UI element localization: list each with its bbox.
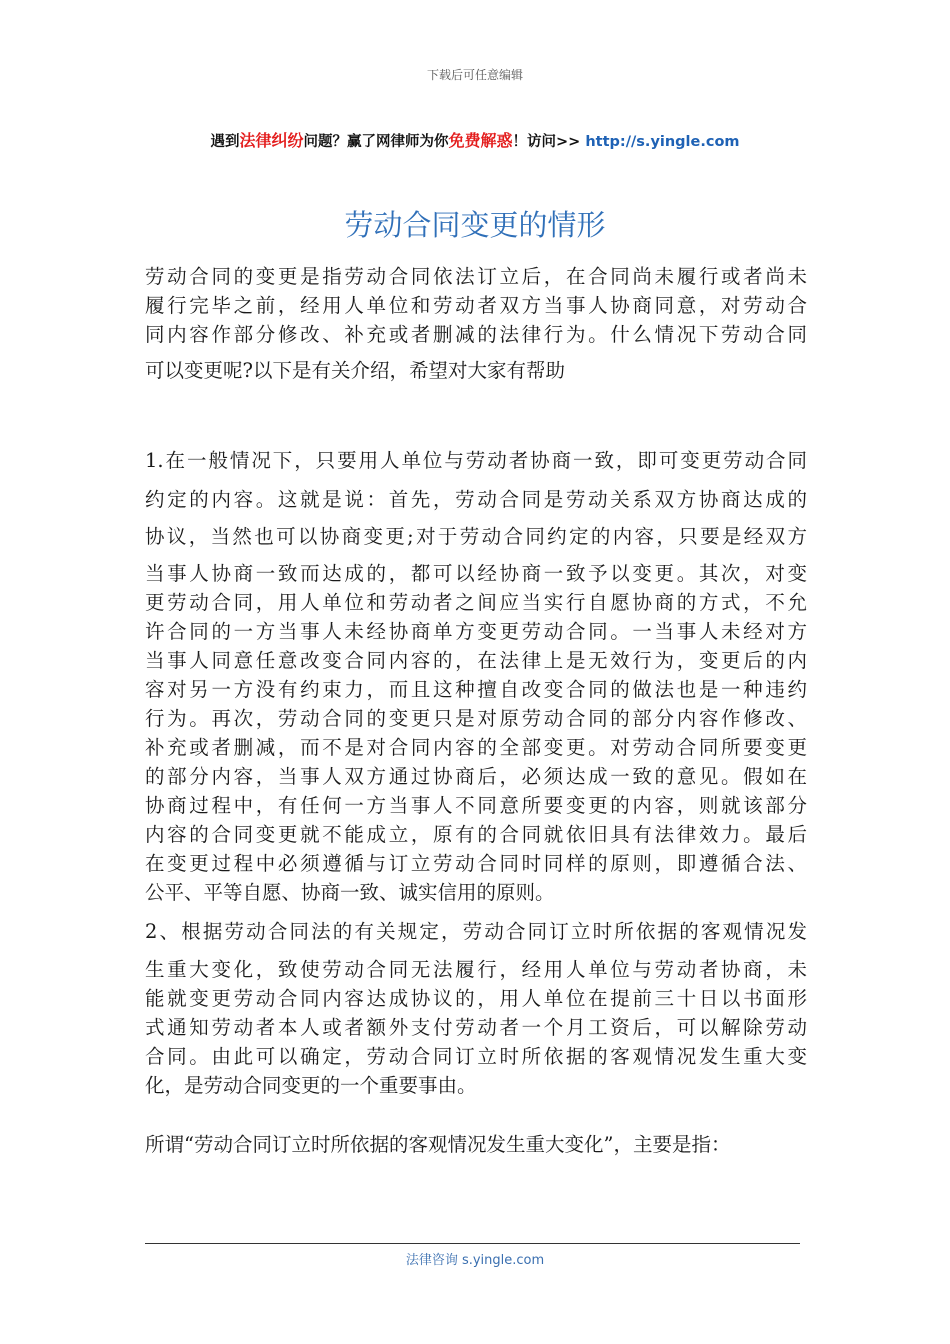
promo-text-2: 问题？赢了网律师为你: [303, 134, 449, 150]
text-line: 2、根据劳动合同法的有关规定，劳动合同订立时所依据的客观情况发: [145, 920, 807, 943]
text-line: 式通知劳动者本人或者额外支付劳动者一个月工资后，可以解除劳动: [145, 1016, 807, 1039]
text-line: 当事人协商一致而达成的，都可以经协商一致予以变更。其次，对变: [145, 562, 807, 585]
text-line: 更劳动合同，用人单位和劳动者之间应当实行自愿协商的方式，不允: [145, 591, 807, 614]
promo-banner: [0, 128, 950, 151]
header-note: 下载后可任意编辑: [426, 68, 523, 82]
text-line: 的部分内容，当事人双方通过协商后，必须达成一致的意见。假如在: [145, 765, 807, 788]
paragraph-point-1: [145, 446, 807, 907]
paragraph-point-2: [145, 917, 807, 1100]
text-line: 能就变更劳动合同内容达成协议的，用人单位在提前三十日以书面形: [145, 987, 807, 1010]
text-line: 行为。再次，劳动合同的变更只是对原劳动合同的部分内容作修改、: [145, 707, 807, 730]
text-line: 可以变更呢?以下是有关介绍，希望对大家有帮助: [145, 359, 565, 382]
text-line: 1.在一般情况下，只要用人单位与劳动者协商一致，即可变更劳动合同: [145, 449, 807, 472]
text-line: 补充或者删减，而不是对合同内容的全部变更。对劳动合同所要变更: [145, 736, 807, 759]
text-line: 协商过程中，有任何一方当事人不同意所要变更的内容，则就该部分: [145, 794, 807, 817]
footer-divider: [145, 1243, 800, 1244]
text-line: 在变更过程中必须遵循与订立劳动合同时同样的原则，即遵循合法、: [145, 852, 807, 875]
text-line: 履行完毕之前，经用人单位和劳动者双方当事人协商同意，对劳动合: [145, 294, 807, 317]
text-line: 所谓“劳动合同订立时所依据的客观情况发生重大变化”，主要是指：: [145, 1133, 731, 1156]
footer-link[interactable]: 法律咨询 s.yingle.com: [405, 1253, 545, 1268]
text-line: 劳动合同的变更是指劳动合同依法订立后，在合同尚未履行或者尚未: [145, 265, 807, 288]
text-line: 生重大变化，致使劳动合同无法履行，经用人单位与劳动者协商，未: [145, 958, 807, 981]
text-line: 同内容作部分修改、补充或者删减的法律行为。什么情况下劳动合同: [145, 323, 807, 346]
text-line: 许合同的一方当事人未经协商单方变更劳动合同。一当事人未经对方: [145, 620, 807, 643]
page-title: 劳动合同变更的情形: [344, 208, 606, 242]
text-line: 容对另一方没有约束力，而且这种擅自改变合同的做法也是一种违约: [145, 678, 807, 701]
paragraph-point-3: [145, 1130, 807, 1159]
text-line: 协议，当然也可以协商变更;对于劳动合同约定的内容，只要是经双方: [145, 525, 807, 548]
text-line: 当事人同意任意改变合同内容的，在法律上是无效行为，变更后的内: [145, 649, 807, 672]
promo-link[interactable]: http://s.yingle.com: [585, 134, 740, 150]
text-line: 内容的合同变更就不能成立，原有的合同就依旧具有法律效力。最后: [145, 823, 807, 846]
paragraph-intro: [145, 262, 807, 385]
promo-text-1: 遇到: [210, 134, 240, 150]
text-line: 化，是劳动合同变更的一个重要事由。: [145, 1074, 477, 1097]
text-line: 约定的内容。这就是说：首先，劳动合同是劳动关系双方协商达成的: [145, 488, 807, 511]
text-line: 公平、平等自愿、协商一致、诚实信用的原则。: [145, 881, 555, 904]
promo-text-3: ！访问>>: [512, 134, 586, 150]
promo-highlight-free: 免费解惑: [448, 131, 513, 150]
text-line: 合同。由此可以确定，劳动合同订立时所依据的客观情况发生重大变: [145, 1045, 807, 1068]
promo-highlight-legal-dispute: 法律纠纷: [239, 131, 304, 150]
